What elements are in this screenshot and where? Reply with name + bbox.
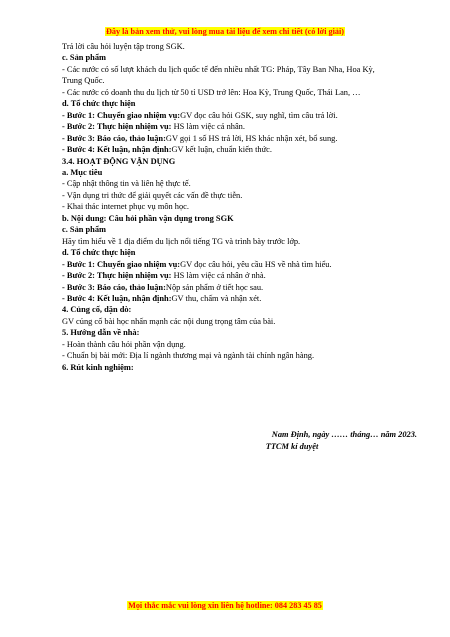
step-line xyxy=(62,144,392,155)
step-text: HS làm việc cá nhân ở nhà. xyxy=(171,271,266,281)
hotline-banner xyxy=(0,601,450,611)
section-heading: d. Tổ chức thực hiện xyxy=(62,99,136,109)
text-line: - Vận dụng tri thức để giải quyết các vấn đề thực tiễn. xyxy=(62,190,243,200)
section-heading: c. Sản phẩm xyxy=(62,53,106,63)
step-line xyxy=(62,133,392,144)
text-line: - Hoàn thành câu hỏi phần vận dụng. xyxy=(62,339,186,349)
text-line: GV củng cố bài học nhấn mạnh các nội dung trọng tâm của bài. xyxy=(62,316,276,326)
step-line xyxy=(62,121,392,132)
step-line xyxy=(62,270,392,281)
step-label: - Bước 4: Kết luận, nhận định: xyxy=(62,145,172,155)
section-heading: 5. Hướng dẫn về nhà: xyxy=(62,328,140,338)
text-line: Trả lời câu hỏi luyện tập trong SGK. xyxy=(62,42,185,51)
step-text: GV đọc câu hỏi GSK, suy nghĩ, tìm câu trả lời. xyxy=(180,110,338,120)
section-heading: a. Mục tiêu xyxy=(62,167,103,177)
signature-role: TTCM kí duyệt xyxy=(265,442,319,451)
step-label: - Bước 1: Chuyển giao nhiệm vụ: xyxy=(62,259,181,269)
text-paragraph: - Các nước có doanh thu du lịch từ 50 tỉ USD trở lên: Hoa Kỳ, Trung Quốc, Thái Lan, … xyxy=(62,87,361,97)
section-heading: c. Sản phẩm xyxy=(62,225,106,235)
section-heading: d. Tổ chức thực hiện xyxy=(62,248,136,258)
step-label: - Bước 1: Chuyển giao nhiệm vụ: xyxy=(62,110,181,120)
step-line xyxy=(62,259,392,270)
step-line xyxy=(62,293,392,304)
step-text: HS làm việc cá nhân. xyxy=(171,122,245,132)
step-line xyxy=(62,110,392,121)
text-line: Hãy tìm hiểu về 1 địa điểm du lịch nổi tiếng TG và trình bày trước lớp. xyxy=(62,236,301,246)
step-text: GV kết luận, chuẩn kiến thức. xyxy=(171,145,272,155)
text-paragraph: - Các nước có số lượt khách du lịch quốc tế đến nhiều nhất TG: Pháp, Tây Ban Nha, Hoa Kỳ, Trung Quốc. xyxy=(62,64,375,86)
step-text: Nộp sản phẩm ở tiết học sau. xyxy=(165,282,264,292)
signature-date: Nam Định, ngày …… tháng… năm 2023. xyxy=(271,430,417,439)
section-title: 3.4. HOẠT ĐỘNG VẬN DỤNG xyxy=(62,156,176,166)
step-label: - Bước 4: Kết luận, nhận định: xyxy=(62,293,172,303)
text-line: - Cập nhật thông tin và liên hệ thực tế. xyxy=(62,179,191,189)
step-line xyxy=(62,282,392,293)
step-label: - Bước 2: Thực hiện nhiệm vụ: xyxy=(62,271,172,281)
step-label: - Bước 2: Thực hiện nhiệm vụ: xyxy=(62,122,172,132)
step-text: GV đọc câu hỏi, yêu cầu HS về nhà tìm hiểu. xyxy=(180,259,332,269)
step-label: - Bước 3: Báo cáo, thảo luận: xyxy=(62,282,166,292)
step-text: GV thu, chấm và nhận xét. xyxy=(171,293,262,303)
step-text: GV gọi 1 số HS trả lời, HS khác nhận xét, bổ sung. xyxy=(165,133,338,143)
preview-notice-banner xyxy=(0,27,450,37)
preview-notice-text: Đây là bản xem thử, vui lòng mua tài liệu để xem chi tiết (có lời giải) xyxy=(105,27,344,36)
text-line: - Khai thác internet phục vụ môn học. xyxy=(62,202,189,212)
section-heading: 4. Củng cố, dặn dò: xyxy=(62,305,132,315)
section-heading: b. Nội dung: Câu hỏi phần vận dụng trong SGK xyxy=(62,213,234,223)
text-line: - Chuẩn bị bài mới: Địa lí ngành thương mại và ngành tài chính ngân hàng. xyxy=(62,351,315,361)
document-body xyxy=(62,41,392,373)
section-heading: 6. Rút kinh nghiệm: xyxy=(62,362,134,372)
hotline-text: Mọi thắc mắc vui lòng xin liên hệ hotline: 084 283 45 85 xyxy=(128,601,322,610)
step-label: - Bước 3: Báo cáo, thảo luận: xyxy=(62,133,166,143)
